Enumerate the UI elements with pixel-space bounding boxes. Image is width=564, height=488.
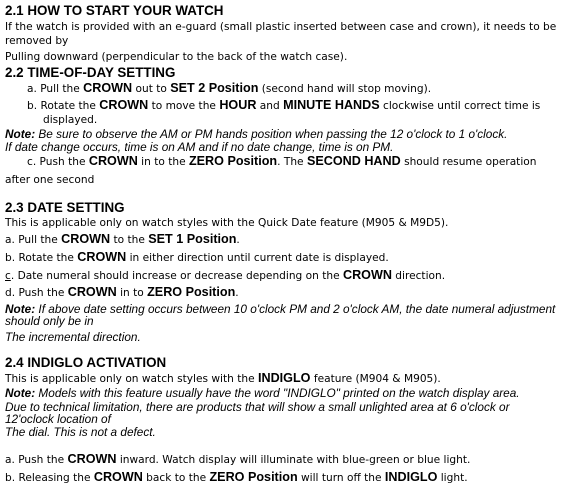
note-line: If date change occurs, time is on AM and if no date change, time is on PM.	[5, 139, 394, 154]
section-heading-2-2: 2.2 TIME-OF-DAY SETTING	[5, 64, 176, 80]
note-line: The incremental direction.	[5, 329, 141, 344]
step-b-continued: displayed.	[43, 114, 98, 127]
note-line: Note: If above date setting occurs between 10 o'clock PM and 2 o'clock AM, the date numeral adjustment	[5, 301, 556, 316]
step-b: b. Rotate the CROWN to move the HOUR and MINUTE HANDS clockwise until correct time is	[27, 97, 541, 112]
step-a: a. Pull the CROWN out to SET 2 Position (second hand will stop moving).	[27, 80, 432, 95]
note-line: Due to technical limitation, there are products that will show a small unlighted area at 6 o'clock or	[5, 399, 510, 414]
step-c-continued: after one second	[5, 174, 95, 187]
note-line: The dial. This is not a defect.	[5, 424, 156, 439]
manual-document	[5, 3, 561, 485]
note-line: Note: Be sure to observe the AM or PM hands position when passing the 12 o'clock to 1 o'clock.	[5, 127, 508, 142]
paragraph-line: This is applicable only on watch styles with the Quick Date feature (M905 & M9D5).	[5, 216, 449, 229]
section-heading-2-4: 2.4 INDIGLO ACTIVATION	[5, 355, 167, 371]
paragraph-line: If the watch is provided with an e-guard (small plastic inserted between case and crown), it needs to be	[5, 21, 557, 33]
step-b: b. Rotate the CROWN in either direction until current date is displayed.	[5, 250, 389, 265]
section-heading-2-3: 2.3 DATE SETTING	[5, 199, 125, 215]
step-c: c. Push the CROWN in to the ZERO Position. The SECOND HAND should resume operation	[27, 154, 537, 169]
step-d: d. Push the CROWN in to ZERO Position.	[5, 285, 239, 300]
step-b: b. Releasing the CROWN back to the ZERO Position will turn off the INDIGLO light.	[5, 469, 468, 484]
step-c: c. Date numeral should increase or decrease depending on the CROWN direction.	[5, 268, 446, 283]
paragraph-line: This is applicable only on watch styles with the INDIGLO feature (M904 & M905).	[5, 371, 441, 386]
paragraph-line: removed by	[5, 35, 69, 48]
note-line: 12'oclock location of	[5, 412, 111, 427]
note-line: should only be in	[5, 314, 94, 329]
paragraph-line: Pulling downward (perpendicular to the back of the watch case).	[5, 51, 348, 64]
note-line: Note: Models with this feature usually have the word "INDIGLO" printed on the watch display area.	[5, 386, 520, 401]
section-heading-2-1: 2.1 HOW TO START YOUR WATCH	[5, 3, 224, 18]
step-a: a. Push the CROWN inward. Watch display will illuminate with blue-green or blue light.	[5, 452, 471, 467]
step-a: a. Pull the CROWN to the SET 1 Position.	[5, 231, 240, 246]
